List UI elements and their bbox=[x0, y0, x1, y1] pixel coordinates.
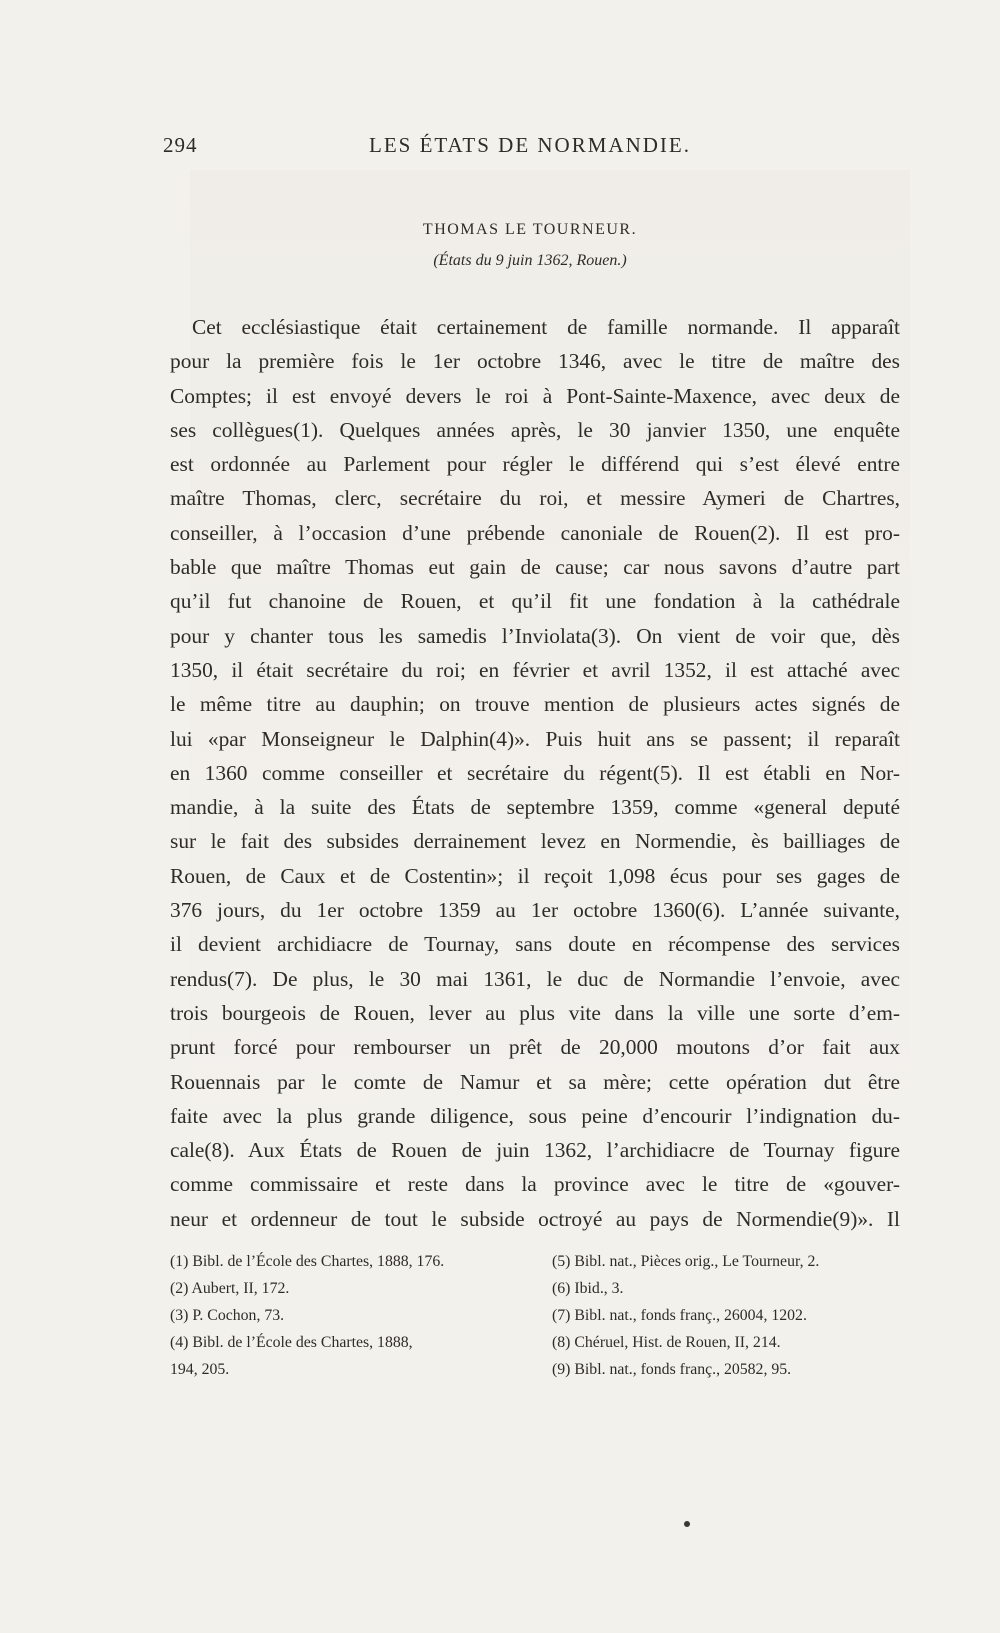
body-line: comme commissaire et reste dans la province avec le titre de «gouver- bbox=[170, 1172, 900, 1197]
body-line: pour y chanter tous les samedis l’Inviolata(3). On vient de voir que, dès bbox=[170, 623, 900, 648]
ink-speck bbox=[684, 1521, 690, 1527]
section-subtitle: (États du 9 juin 1362, Rouen.) bbox=[433, 252, 627, 269]
body-line: est ordonnée au Parlement pour régler le différend qui s’est élevé entre bbox=[170, 452, 900, 477]
section-title: THOMAS LE TOURNEUR. bbox=[422, 221, 638, 238]
footnote: (2) Aubert, II, 172. bbox=[170, 1280, 290, 1297]
footnote: (7) Bibl. nat., fonds franç., 26004, 1202. bbox=[552, 1307, 807, 1324]
body-line: prunt forcé pour rembourser un prêt de 20,000 moutons d’or fait aux bbox=[170, 1035, 900, 1060]
footnote: (6) Ibid., 3. bbox=[552, 1280, 624, 1297]
body-line: ses collègues(1). Quelques années après, le 30 janvier 1350, une enquête bbox=[170, 417, 900, 442]
body-line: rendus(7). De plus, le 30 mai 1361, le duc de Normandie l’envoie, avec bbox=[170, 966, 900, 991]
body-line: maître Thomas, clerc, secrétaire du roi, et messire Aymeri de Chartres, bbox=[170, 486, 900, 511]
body-line: lui «par Monseigneur le Dalphin(4)». Puis huit ans se passent; il reparaît bbox=[170, 726, 900, 751]
footnote: (1) Bibl. de l’École des Chartes, 1888, 176. bbox=[170, 1253, 445, 1270]
body-line: 376 jours, du 1er octobre 1359 au 1er octobre 1360(6). L’année suivante, bbox=[170, 898, 900, 923]
body-line: Comptes; il est envoyé devers le roi à Pont-Sainte-Maxence, avec deux de bbox=[170, 383, 900, 408]
footnote: (9) Bibl. nat., fonds franç., 20582, 95. bbox=[552, 1361, 792, 1378]
page-number: 294 bbox=[163, 133, 198, 157]
footnotes-left bbox=[170, 1248, 510, 1383]
footnotes-right bbox=[552, 1248, 900, 1383]
body-line: trois bourgeois de Rouen, lever au plus vite dans la ville une sorte d’em- bbox=[170, 1000, 900, 1025]
footnote: (3) P. Cochon, 73. bbox=[170, 1307, 285, 1324]
page-header bbox=[160, 128, 900, 162]
body-line: le même titre au dauphin; on trouve mention de plusieurs actes signés de bbox=[170, 692, 900, 717]
body-line: Rouennais par le comte de Namur et sa mère; cette opération dut être bbox=[170, 1069, 900, 1094]
body-line: faite avec la plus grande diligence, sous peine d’encourir l’indignation du- bbox=[170, 1103, 900, 1128]
footnote: (4) Bibl. de l’École des Chartes, 1888, bbox=[170, 1334, 413, 1351]
body-line: 1350, il était secrétaire du roi; en février et avril 1352, il est attaché avec bbox=[170, 657, 900, 682]
body-text bbox=[170, 310, 900, 1236]
body-line: qu’il fut chanoine de Rouen, et qu’il fit une fondation à la cathédrale bbox=[170, 589, 900, 614]
body-line: mandie, à la suite des États de septembre 1359, comme «general deputé bbox=[170, 795, 900, 820]
body-line: bable que maître Thomas eut gain de cause; car nous savons d’autre part bbox=[170, 555, 900, 580]
footnote-continuation: 194, 205. bbox=[170, 1361, 230, 1378]
body-line: conseiller, à l’occasion d’une prébende canoniale de Rouen(2). Il est pro- bbox=[170, 520, 900, 545]
body-line: Rouen, de Caux et de Costentin»; il reçoit 1,098 écus pour ses gages de bbox=[170, 863, 900, 888]
body-line: il devient archidiacre de Tournay, sans doute en récompense des services bbox=[170, 932, 900, 957]
footnote: (5) Bibl. nat., Pièces orig., Le Tourneur, 2. bbox=[552, 1253, 820, 1270]
body-line: cale(8). Aux États de Rouen de juin 1362, l’archidiacre de Tournay figure bbox=[170, 1138, 900, 1163]
body-line: pour la première fois le 1er octobre 1346, avec le titre de maître des bbox=[170, 349, 900, 374]
running-title: LES ÉTATS DE NORMANDIE. bbox=[369, 133, 691, 157]
body-line: sur le fait des subsides derrainement levez en Normendie, ès bailliages de bbox=[170, 829, 900, 854]
body-line: en 1360 comme conseiller et secrétaire du régent(5). Il est établi en Nor- bbox=[170, 760, 900, 785]
body-line: neur et ordenneur de tout le subside octroyé au pays de Normendie(9)». Il bbox=[170, 1206, 900, 1231]
body-line: Cet ecclésiastique était certainement de famille normande. Il apparaît bbox=[192, 315, 900, 339]
footnote: (8) Chéruel, Hist. de Rouen, II, 214. bbox=[552, 1334, 781, 1351]
